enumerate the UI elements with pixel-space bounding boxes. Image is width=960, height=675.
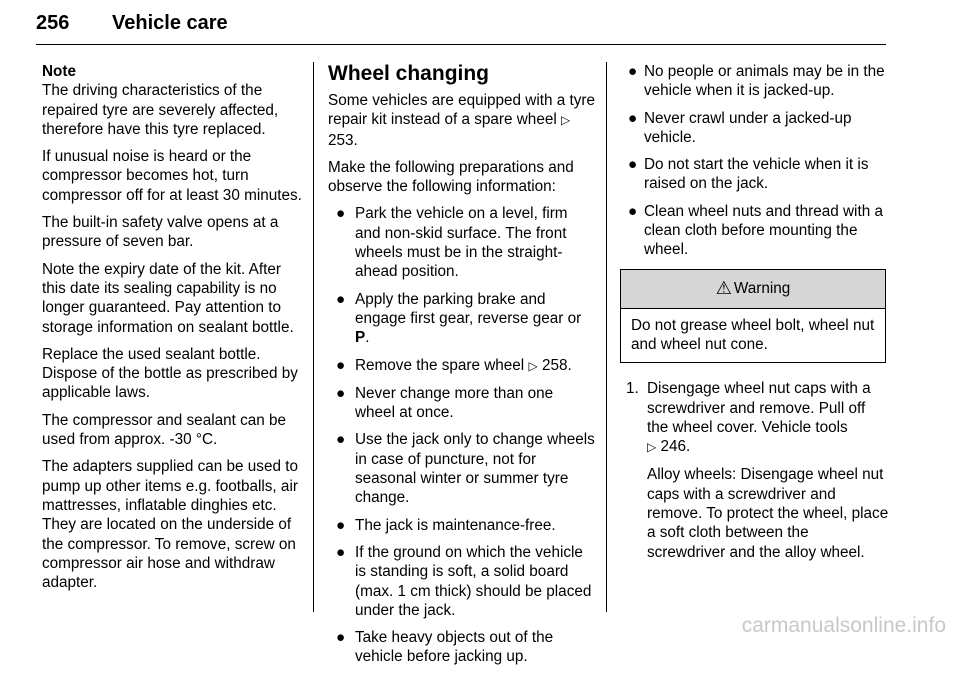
list-item: ● Clean wheel nuts and thread with a clean cloth before mounting the wheel. <box>628 202 883 259</box>
list-item: ● Take heavy objects out of the vehicle before jacking up. <box>336 629 554 666</box>
bullet-icon: ● <box>628 109 638 127</box>
warning-header <box>621 270 885 309</box>
list-item: ● If the ground on which the vehicle is standing is soft, a solid board (max. 1 cm thick) should be placed under the jack. <box>336 543 592 619</box>
column-divider <box>606 62 607 612</box>
step-text: Disengage wheel nut caps with a screwdriver and remove. Pull off the wheel cover. Vehicle tools ▷ 246. <box>647 380 871 456</box>
warning-box <box>620 269 886 364</box>
bullet-icon: ● <box>628 156 638 174</box>
safety-list <box>620 62 890 260</box>
list-item: ● No people or animals may be in the vehicle when it is jacked-up. <box>628 63 885 100</box>
paragraph-replace-bottle: Replace the used sealant bottle. Dispose of the bottle as prescribed by applicable laws. <box>42 345 298 402</box>
bullet-icon: ● <box>628 202 638 220</box>
reference-arrow-icon: ▷ <box>528 358 538 373</box>
column-1 <box>42 62 304 600</box>
bullet-icon: ● <box>336 431 346 449</box>
list-item: ● The jack is maintenance-free. <box>336 516 556 534</box>
step-item <box>620 379 890 562</box>
reference-arrow-icon: ▷ <box>647 440 657 455</box>
bullet-icon: ● <box>336 516 346 534</box>
list-item: ● Use the jack only to change wheels in case of puncture, not for seasonal winter or summer tyre change. <box>336 431 595 507</box>
warning-triangle-icon: ⚠ <box>715 278 732 299</box>
page-reference-link[interactable]: 246. <box>660 438 691 456</box>
bullet-icon: ● <box>336 290 346 308</box>
column-divider <box>313 62 314 612</box>
paragraph-compressor-noise: If unusual noise is heard or the compressor becomes hot, turn compressor off for at least 30 minutes. <box>42 148 302 204</box>
note-text: The driving characteristics of the repaired tyre are severely affected, therefore have this tyre replaced. <box>42 82 279 138</box>
step-alloy-text: Alloy wheels: Disengage wheel nut caps with a screwdriver and remove. To protect the wheel, place a soft cloth between the screwdriver and the alloy wheel. <box>647 466 889 561</box>
bullet-icon: ● <box>336 356 346 374</box>
paragraph-adapters: The adapters supplied can be used to pump up other items e.g. footballs, air mattresses, inflatable dinghies etc. They are located on the underside of the compressor. To remove, screw on compressor air hose and withdraw adapter. <box>42 458 298 592</box>
note-label: Note <box>42 63 76 80</box>
list-item: ● Do not start the vehicle when it is raised on the jack. <box>628 156 869 193</box>
bullet-icon: ● <box>628 63 638 80</box>
paragraph-safety-valve: The built-in safety valve opens at a pressure of seven bar. <box>42 214 279 251</box>
column-2 <box>328 62 596 675</box>
steps-list <box>620 379 890 562</box>
list-item: ● Apply the parking brake and engage first gear, reverse gear or P. <box>336 290 582 347</box>
watermark: carmanualsonline.info <box>741 614 946 637</box>
preparations-list <box>328 204 596 666</box>
bullet-icon: ● <box>336 543 346 561</box>
bullet-icon: ● <box>336 205 346 223</box>
list-item: ● Park the vehicle on a level, firm and non-skid surface. The front wheels must be in the straight-ahead position. <box>336 205 568 281</box>
section-heading: Wheel changing <box>328 62 490 85</box>
list-item: ● Never change more than one wheel at once. <box>336 384 554 422</box>
column-3 <box>620 62 890 570</box>
page-reference-link[interactable]: 253. <box>328 131 358 149</box>
page-header <box>36 8 886 45</box>
warning-title: Warning <box>733 280 791 298</box>
step-number: 1. <box>626 380 639 398</box>
list-item: ● Remove the spare wheel ▷ 258. <box>336 356 572 374</box>
page-reference-link[interactable]: 258. <box>541 356 572 374</box>
warning-text: Do not grease wheel bolt, wheel nut and wheel nut cone. <box>631 316 875 353</box>
bullet-icon: ● <box>336 629 346 647</box>
preparations-paragraph: Make the following preparations and observe the following information: <box>328 158 574 196</box>
paragraph-temperature: The compressor and sealant can be used from approx. -30 °C. <box>42 411 287 449</box>
bullet-icon: ● <box>336 384 346 402</box>
list-item: ● Never crawl under a jacked-up vehicle. <box>628 109 852 146</box>
paragraph-expiry-date: Note the expiry date of the kit. After this date its sealing capability is no longer guaranteed. Pay attention to storage information on sealant bottle. <box>42 260 294 336</box>
intro-paragraph: Some vehicles are equipped with a tyre repair kit instead of a spare wheel ▷ 253. <box>328 92 595 149</box>
gear-p-label: P <box>355 329 366 347</box>
page-number: 256 <box>36 12 70 34</box>
section-title: Vehicle care <box>112 12 228 34</box>
reference-arrow-icon: ▷ <box>560 113 571 128</box>
